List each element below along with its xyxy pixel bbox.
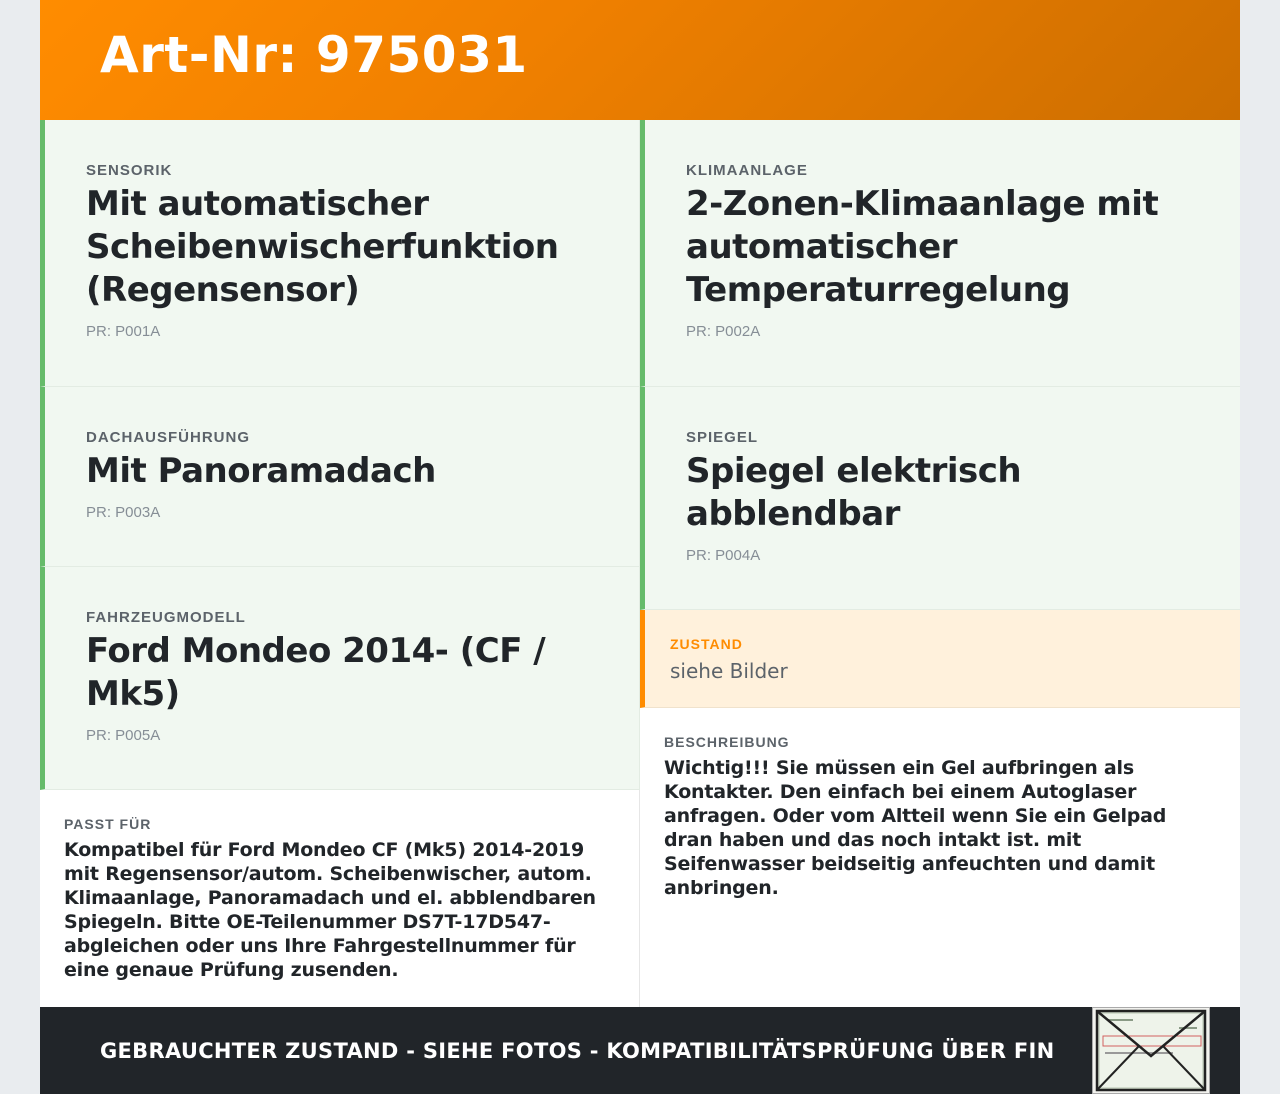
description-label: BESCHREIBUNG: [664, 734, 790, 750]
feature-card-klimaanlage: [640, 120, 1240, 387]
compatibility-label: PASST FÜR: [64, 816, 152, 832]
feature-card-fahrzeugmodell: [40, 567, 640, 790]
product-thumbnail[interactable]: [1092, 1007, 1210, 1094]
condition-box: [640, 610, 1240, 708]
feature-pr-code: PR: P005A: [86, 727, 161, 744]
feature-category: KLIMAANLAGE: [686, 162, 808, 179]
condition-value: siehe Bilder: [670, 659, 788, 683]
feature-pr-code: PR: P004A: [686, 547, 761, 564]
feature-category: DACHAUSFÜHRUNG: [86, 429, 250, 446]
description-text: Wichtig!!! Sie müssen ein Gel aufbringen als Kontakter. Den einfach bei einem Autoglaser anfragen. Oder vom Altteil wenn Sie ein Gelpad dran haben und das noch intakt ist. mit Seifenwasser beidseitig anfeuchten und damit anbringen.: [664, 757, 1167, 899]
product-sheet: [40, 0, 1240, 1094]
article-number-title: Art-Nr: 975031: [100, 26, 528, 84]
feature-grid: [40, 120, 1240, 1007]
feature-pr-code: PR: P001A: [86, 323, 161, 340]
feature-value: 2-Zonen-Klimaanlage mit automatischer Temperaturregelung: [686, 184, 1159, 310]
feature-value: Ford Mondeo 2014- (CF / Mk5): [86, 631, 546, 714]
footer-bar: [40, 1007, 1240, 1094]
compatibility-section: [40, 790, 640, 1007]
feature-card-spiegel: [640, 387, 1240, 610]
feature-category: SPIEGEL: [686, 429, 759, 446]
footer-text: GEBRAUCHTER ZUSTAND - SIEHE FOTOS - KOMPATIBILITÄTSPRÜFUNG ÜBER FIN: [100, 1039, 1055, 1063]
feature-pr-code: PR: P003A: [86, 504, 161, 521]
compatibility-text: Kompatibel für Ford Mondeo CF (Mk5) 2014-2019 mit Regensensor/autom. Scheibenwischer, autom. Klimaanlage, Panoramadach und el. abblendbaren Spiegeln. Bitte OE-Teilenummer DS7T-17D547- abgleichen oder uns Ihre Fahrgestellnummer für eine genaue Prüfung zusenden.: [64, 839, 596, 981]
feature-value: Mit automatischer Scheibenwischerfunktion (Regensensor): [86, 184, 559, 310]
feature-category: FAHRZEUGMODELL: [86, 609, 246, 626]
condition-label: ZUSTAND: [670, 636, 743, 652]
feature-category: SENSORIK: [86, 162, 173, 179]
feature-card-dachausfuehrung: [40, 387, 640, 567]
envelope-icon: [1093, 1008, 1209, 1093]
feature-pr-code: PR: P002A: [686, 323, 761, 340]
page-header: [40, 0, 1240, 120]
feature-value: Mit Panoramadach: [86, 451, 436, 491]
feature-value: Spiegel elektrisch abblendbar: [686, 451, 1022, 534]
feature-card-sensorik: [40, 120, 640, 387]
description-section: [640, 708, 1240, 1007]
